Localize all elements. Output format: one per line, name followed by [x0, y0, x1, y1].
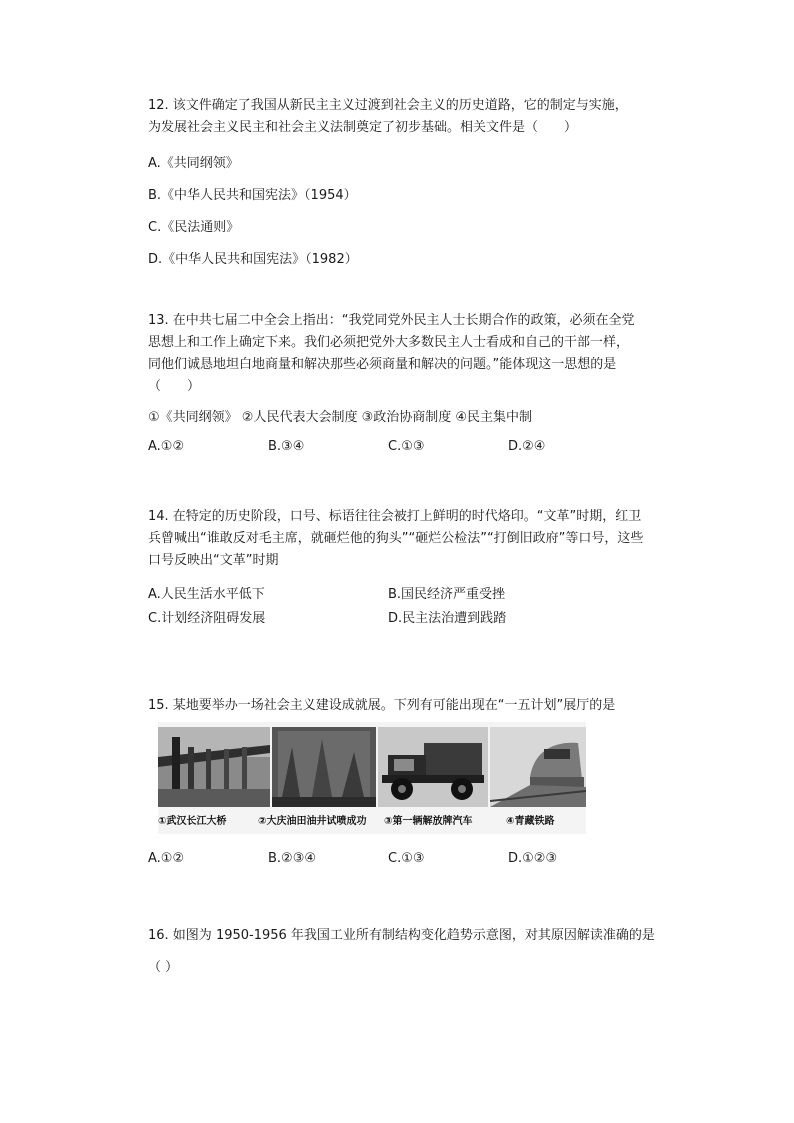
question-12-option-d[interactable]: D.《中华人民共和国宪法》（1982）: [148, 252, 358, 267]
question-14-stem-line-1: 14. 在特定的历史阶段，口号、标语往往会被打上鲜明的时代烙印。“文革”时期，红卫: [148, 509, 642, 524]
question-13-stem-line-2: 思想上和工作上确定下来。我们必须把党外大多数民主人士看成和自己的干部一样，: [148, 335, 630, 350]
question-13: [148, 310, 688, 398]
question-16-stem-line-2: （ ）: [148, 960, 179, 975]
question-12-option-c[interactable]: C.《民法通则》: [148, 220, 240, 235]
question-14-option-c[interactable]: C.计划经济阻碍发展: [148, 611, 266, 626]
question-13-stem-line-4: （ ）: [148, 379, 201, 394]
qinghai-tibet-railway-photo: [490, 727, 586, 807]
question-14-option-a[interactable]: A.人民生活水平低下: [148, 587, 265, 602]
photo-caption-3: ③第一辆解放牌汽车: [384, 816, 473, 827]
question-15-photo-strip: [158, 722, 586, 834]
question-12-option-a[interactable]: A.《共同纲领》: [148, 156, 239, 171]
question-13-option-b[interactable]: B.③④: [268, 439, 305, 454]
question-12-option-b[interactable]: B.《中华人民共和国宪法》（1954）: [148, 188, 357, 203]
wuhan-bridge-photo: [158, 727, 270, 807]
question-13-option-c[interactable]: C.①③: [388, 439, 425, 454]
question-14: [148, 506, 688, 572]
question-16-stem-line-1: 16. 如图为 1950-1956 年我国工业所有制结构变化趋势示意图，对其原因解读准确的是: [148, 928, 655, 943]
question-12-stem-line-1: 12. 该文件确定了我国从新民主主义过渡到社会主义的历史道路，它的制定与实施，: [148, 98, 628, 113]
question-12-stem-line-2: 为发展社会主义民主和社会主义法制奠定了初步基础。相关文件是（ ）: [148, 120, 578, 135]
question-12: [148, 95, 688, 139]
photo-caption-2: ②大庆油田油井试喷成功: [258, 816, 367, 827]
question-15-stem: 15. 某地要举办一场社会主义建设成就展。下列有可能出现在“一五计划”展厅的是: [148, 698, 616, 713]
question-13-stem-line-3: 同他们诚恳地坦白地商量和解决那些必须商量和解决的问题。”能体现这一思想的是: [148, 357, 617, 372]
question-14-stem-line-2: 兵曾喊出“谁敢反对毛主席，就砸烂他的狗头”“砸烂公检法”“打倒旧政府”等口号，这些: [148, 531, 644, 546]
question-15-option-b[interactable]: B.②③④: [268, 851, 317, 866]
photo-caption-4: ④青藏铁路: [506, 816, 555, 827]
question-14-option-b[interactable]: B.国民经济严重受挫: [388, 587, 506, 602]
question-14-stem-line-3: 口号反映出“文革”时期: [148, 553, 279, 568]
photo-caption-1: ①武汉长江大桥: [158, 816, 227, 827]
question-15-option-d[interactable]: D.①②③: [508, 851, 558, 866]
daqing-oil-well-photo: [272, 727, 376, 807]
question-15-option-c[interactable]: C.①③: [388, 851, 425, 866]
question-13-stem-line-1: 13. 在中共七届二中全会上指出：“我党同党外民主人士长期合作的政策，必须在全党: [148, 313, 635, 328]
question-13-items: ①《共同纲领》 ②人民代表大会制度 ③政治协商制度 ④民主集中制: [148, 410, 533, 425]
question-13-option-a[interactable]: A.①②: [148, 439, 185, 454]
question-15-option-a[interactable]: A.①②: [148, 851, 185, 866]
question-14-option-d[interactable]: D.民主法治遭到践踏: [388, 611, 507, 626]
question-13-option-d[interactable]: D.②④: [508, 439, 546, 454]
jiefang-truck-photo: [378, 727, 488, 807]
